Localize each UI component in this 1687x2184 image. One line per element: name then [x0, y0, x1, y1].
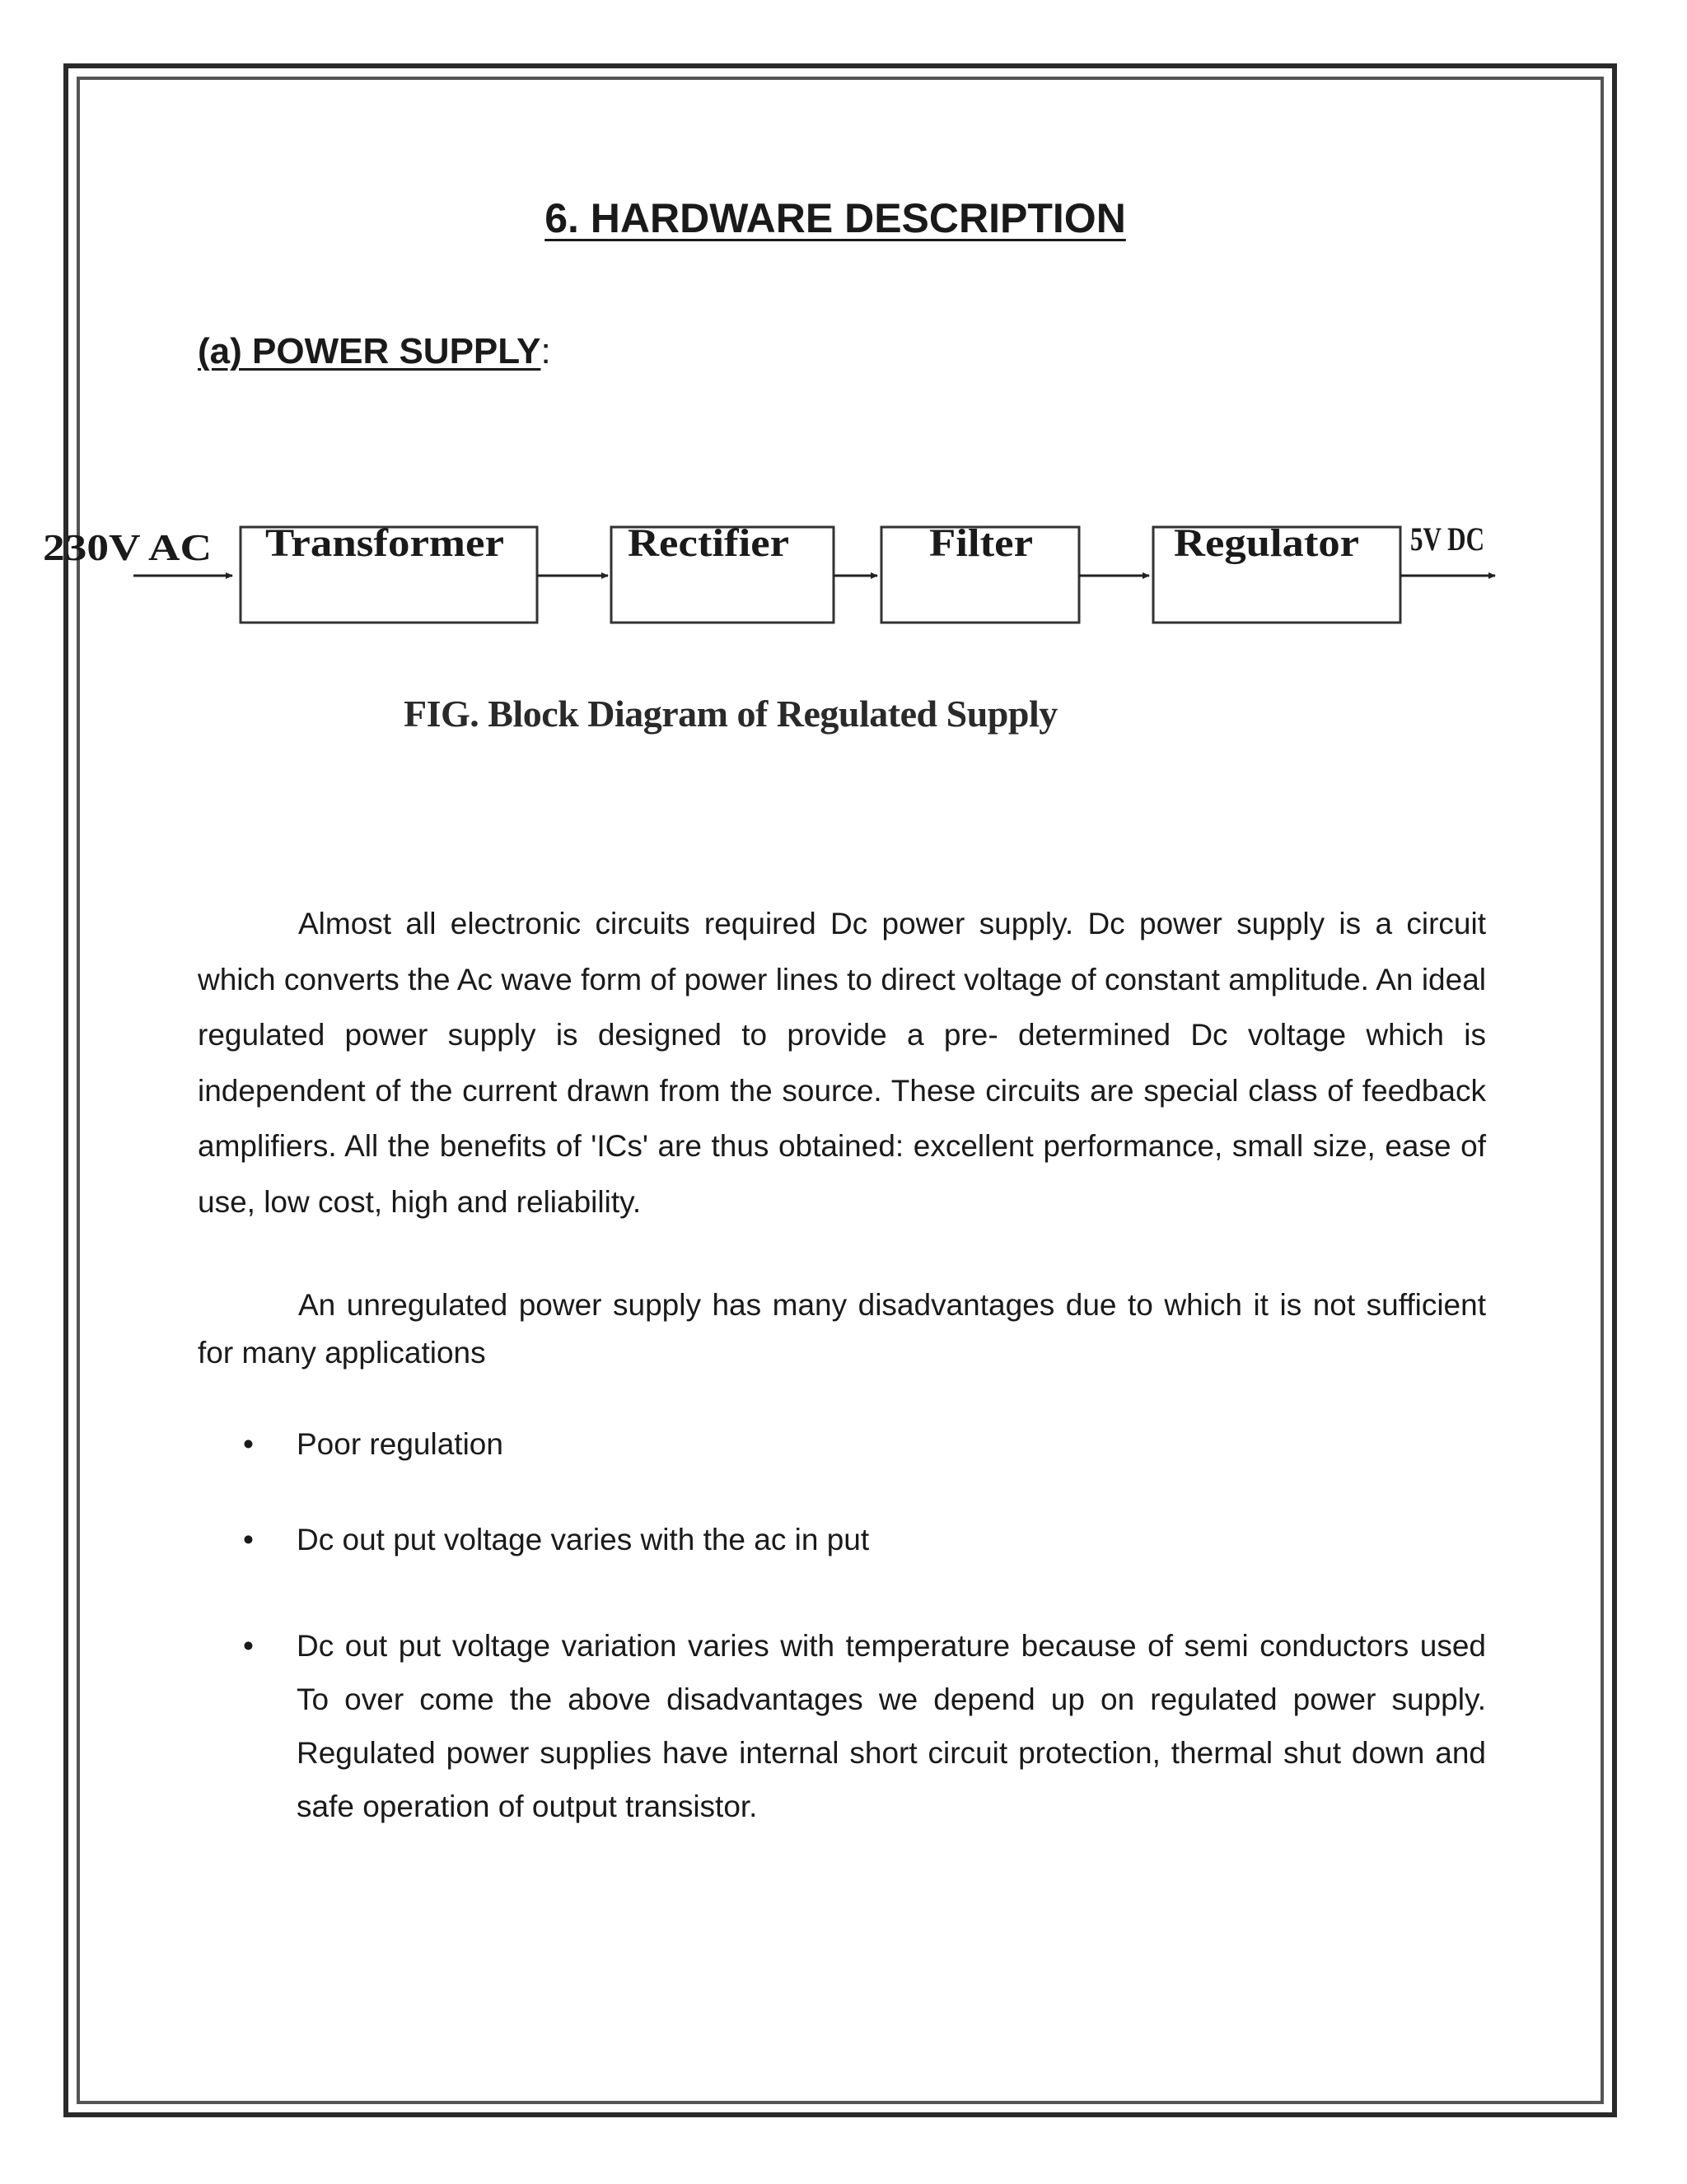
page-title: 6. HARDWARE DESCRIPTION	[544, 195, 1126, 241]
transformer-label: Transformer	[265, 521, 504, 565]
list-item-text: Dc out put voltage variation varies with temperature because of semi conductors used To over come the above disadvantages we depend up on regulated power supply. Regulated power supplies have internal short circuit protection, thermal shut down and safe operation of output transistor.	[297, 1629, 1486, 1823]
paragraph-intro: Almost all electronic circuits required Dc power supply. Dc power supply is a circuit which converts the Ac wave form of power lines to direct voltage of constant amplitude. An ideal regulated power supply is designed to provide a pre- determined Dc voltage which is independent of the current drawn from the source. These circuits are special class of feedback amplifiers. All the benefits of 'ICs' are thus obtained: excellent performance, small size, ease of use, low cost, high and reliability.	[198, 907, 1486, 1219]
input-label: 230V AC	[43, 526, 212, 568]
list-item-text: Poor regulation	[297, 1427, 503, 1461]
block-diagram	[0, 494, 1687, 651]
filter-label: Filter	[929, 521, 1033, 565]
paragraph-unregulated: An unregulated power supply has many disadvantages due to which it is not sufficient for many applications	[198, 1288, 1486, 1370]
output-label: 5V DC	[1410, 520, 1484, 558]
regulator-label: Regulator	[1174, 521, 1359, 565]
bullet-icon: •	[243, 1523, 254, 1556]
section-heading-text: (a) POWER SUPPLY	[198, 331, 541, 371]
figure-caption: FIG. Block Diagram of Regulated Supply	[404, 693, 1058, 735]
section-heading-colon: :	[540, 331, 551, 371]
list-item-text: Dc out put voltage varies with the ac in put	[297, 1523, 870, 1556]
bullet-icon: •	[243, 1427, 254, 1461]
disadvantages-list	[198, 1421, 1486, 1833]
list-item	[198, 1619, 1486, 1833]
rectifier-label: Rectifier	[628, 521, 789, 565]
list-item	[198, 1517, 1486, 1563]
section-heading	[198, 331, 551, 372]
list-item	[198, 1421, 1486, 1468]
bullet-icon: •	[243, 1629, 254, 1663]
